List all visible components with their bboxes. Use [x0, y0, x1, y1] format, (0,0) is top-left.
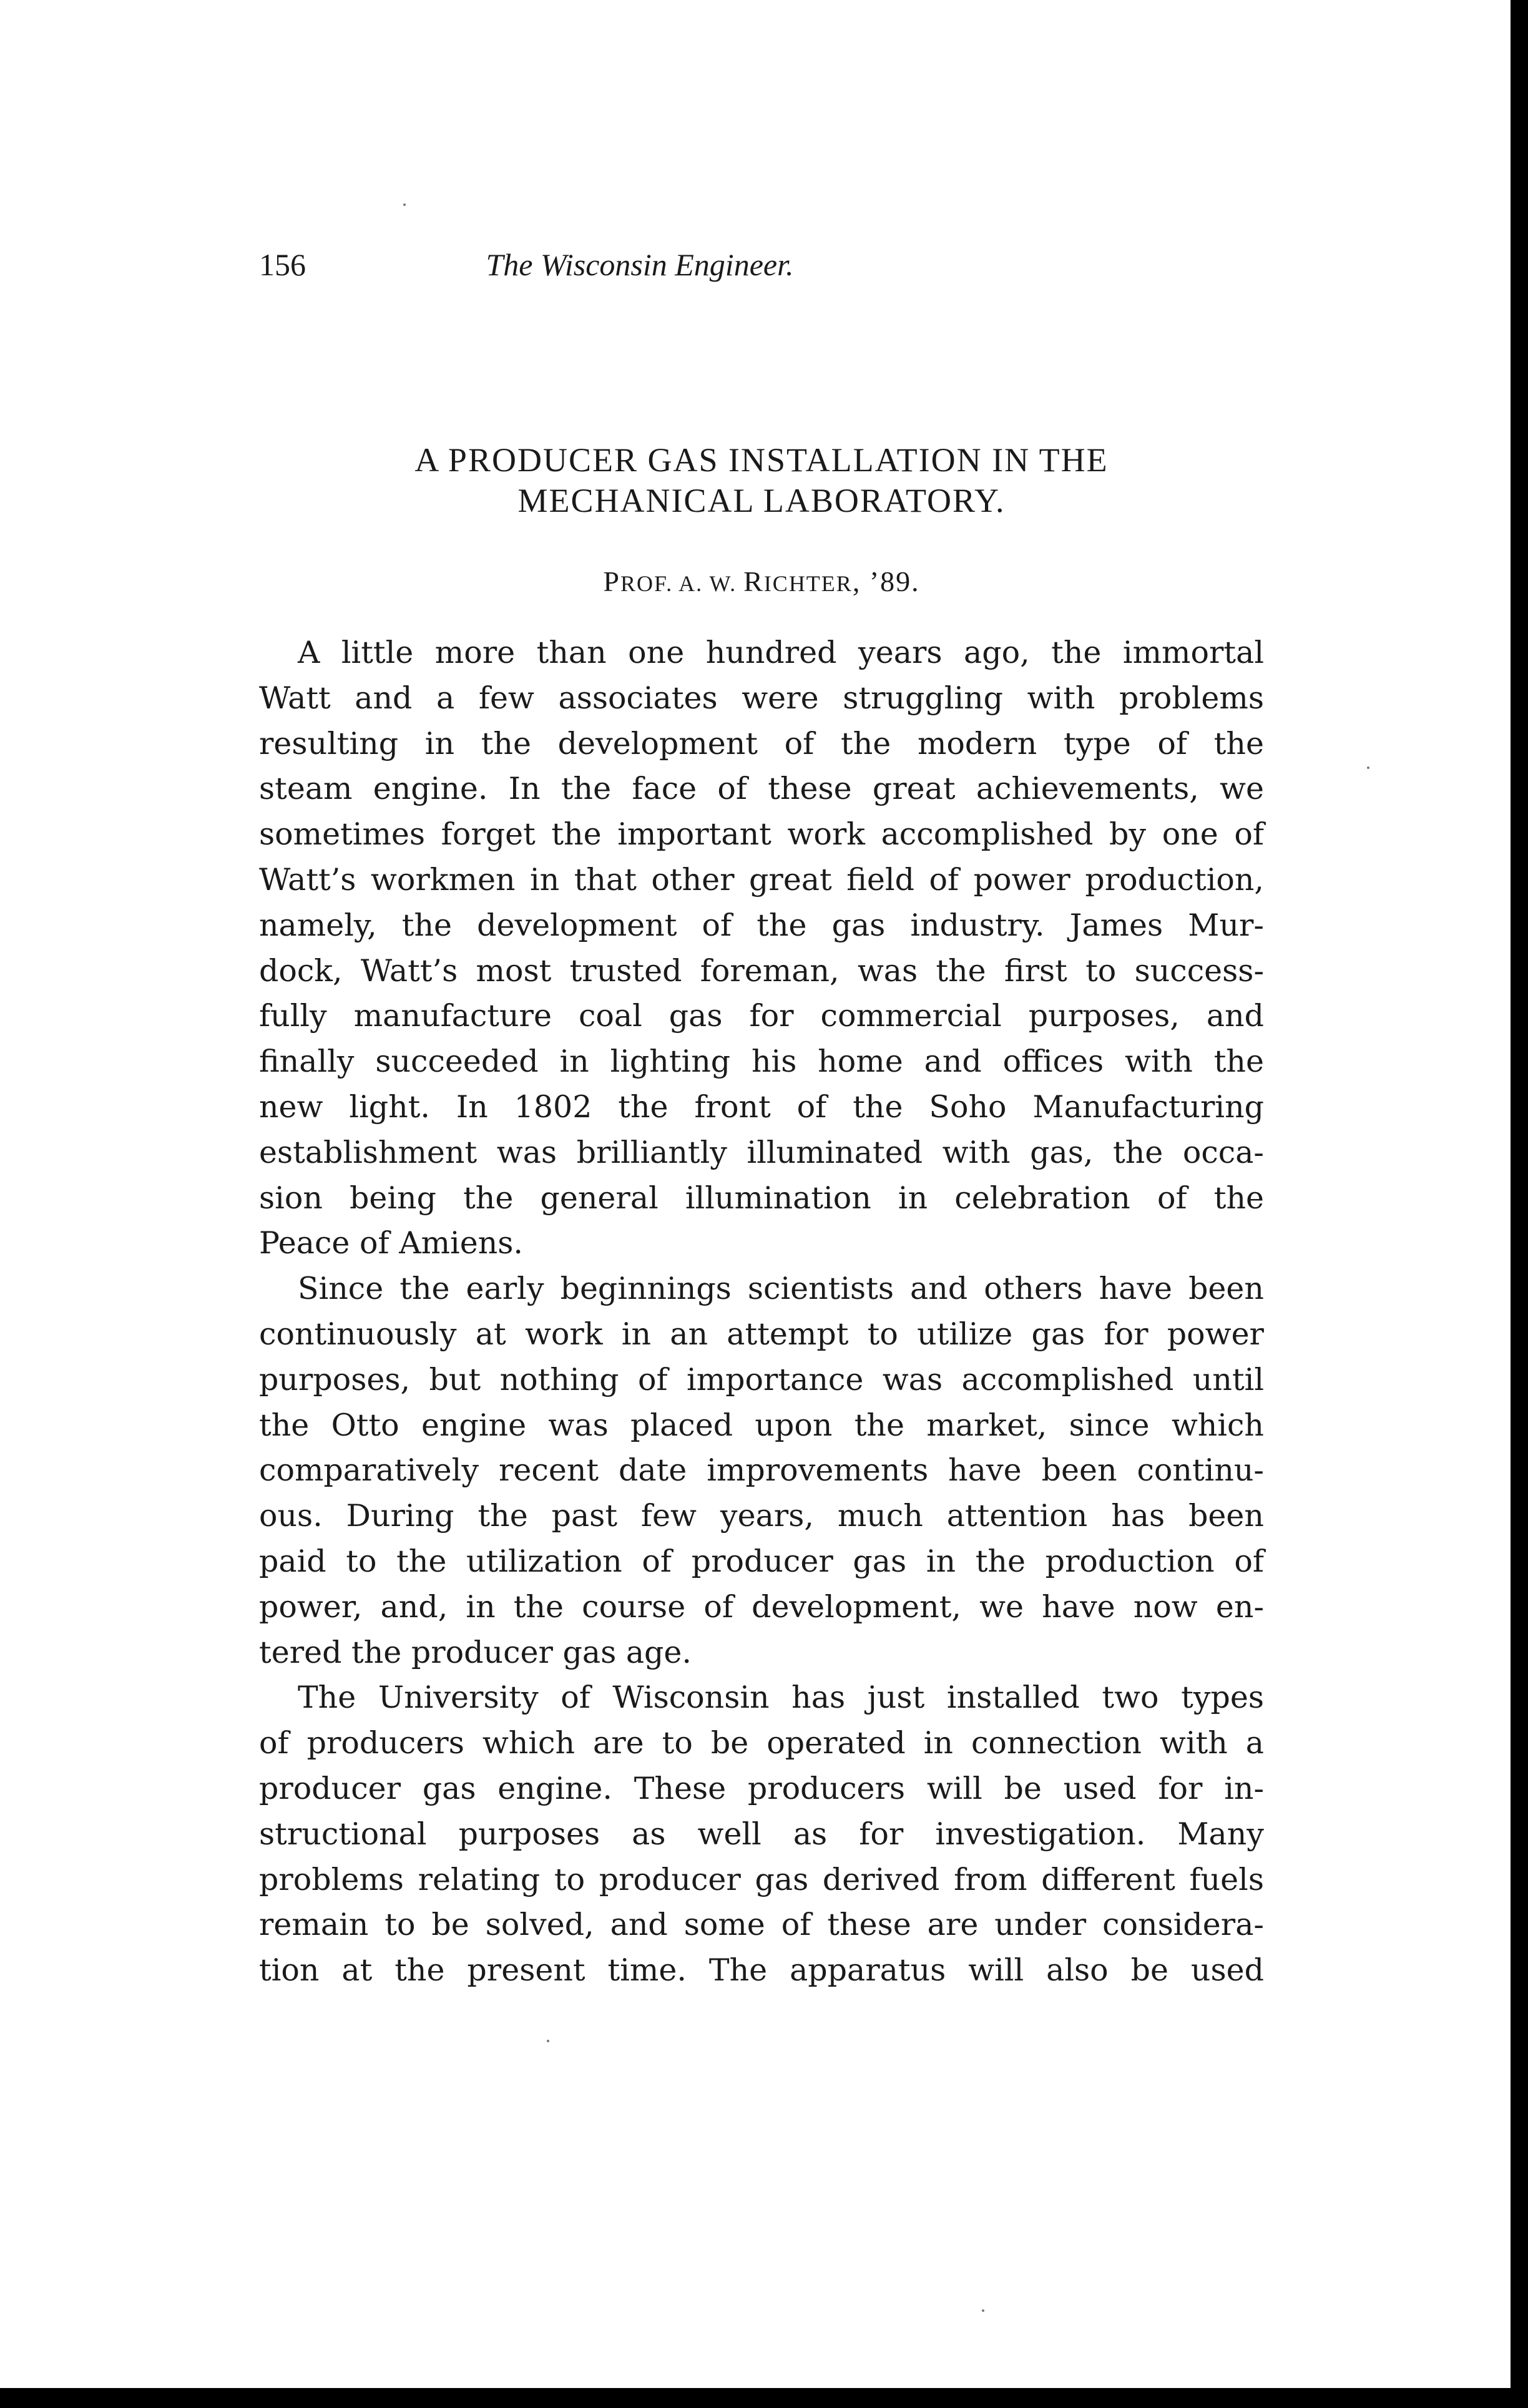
scan-speck	[982, 2309, 984, 2312]
text-line: resulting in the development of the modern type of the	[259, 725, 1264, 761]
scan-speck	[547, 2040, 549, 2042]
text-line: A little more than one hundred years ago, the immortal	[298, 635, 1264, 670]
article-title	[259, 440, 1264, 521]
text-line: Since the early beginnings scientists and others have been	[298, 1271, 1264, 1307]
text-line: producer gas engine. These producers will be used for in-	[259, 1770, 1264, 1806]
text-line: sometimes forget the important work accomplished by one of	[259, 816, 1264, 853]
text-line: Watt’s workmen in that other great field of power production,	[259, 861, 1264, 898]
text-line: Peace of Amiens.	[259, 1225, 524, 1261]
article-title-line: A PRODUCER GAS INSTALLATION IN THE	[414, 441, 1109, 479]
text-line: steam engine. In the face of these great achievements, we	[259, 771, 1264, 807]
text-line: fully manufacture coal gas for commercial purposes, and	[259, 998, 1264, 1034]
text-line: Watt and a few associates were struggling with problems	[259, 680, 1264, 716]
text-line: structional purposes as well as for investigation. Many	[259, 1816, 1264, 1852]
text-line: finally succeeded in lighting his home and offices with the	[259, 1044, 1264, 1080]
text-line: power, and, in the course of development, we have now en-	[259, 1588, 1264, 1625]
text-line: establishment was brilliantly illuminated with gas, the occa-	[259, 1134, 1264, 1170]
text-line: ous. During the past few years, much attention has been	[259, 1498, 1264, 1534]
text-line: namely, the development of the gas industry. James Mur-	[259, 907, 1264, 943]
journal-title: The Wisconsin Engineer.	[486, 247, 794, 282]
text-line: of producers which are to be operated in connection with a	[259, 1725, 1264, 1761]
article-title-line: MECHANICAL LABORATORY.	[517, 482, 1006, 519]
text-line: tered the producer gas age.	[259, 1634, 692, 1670]
text-line: dock, Watt’s most trusted foreman, was the first to success-	[259, 952, 1264, 989]
author-byline: PROF. A. W. RICHTER, ’89.	[603, 565, 920, 597]
article-body	[259, 630, 1264, 1994]
text-line: comparatively recent date improvements have been continu-	[259, 1452, 1264, 1489]
text-line: purposes, but nothing of importance was accomplished until	[259, 1361, 1264, 1397]
text-line: problems relating to producer gas derived from different fuels	[259, 1861, 1264, 1897]
running-head	[259, 247, 1270, 290]
text-line: tion at the present time. The apparatus will also be used	[259, 1952, 1264, 1989]
page-number: 156	[259, 247, 306, 282]
text-line: the Otto engine was placed upon the market, since which	[259, 1407, 1264, 1443]
text-line: remain to be solved, and some of these are under considera-	[259, 1907, 1264, 1943]
text-line: The University of Wisconsin has just installed two types	[298, 1680, 1264, 1716]
text-line: continuously at work in an attempt to utilize gas for power	[259, 1316, 1264, 1352]
scan-speck	[403, 203, 406, 206]
text-line: new light. In 1802 the front of the Soho Manufacturing	[259, 1089, 1264, 1125]
text-line: paid to the utilization of producer gas in the production of	[259, 1543, 1264, 1579]
text-line: sion being the general illumination in celebration of the	[259, 1180, 1264, 1216]
scan-speck	[1367, 766, 1369, 769]
